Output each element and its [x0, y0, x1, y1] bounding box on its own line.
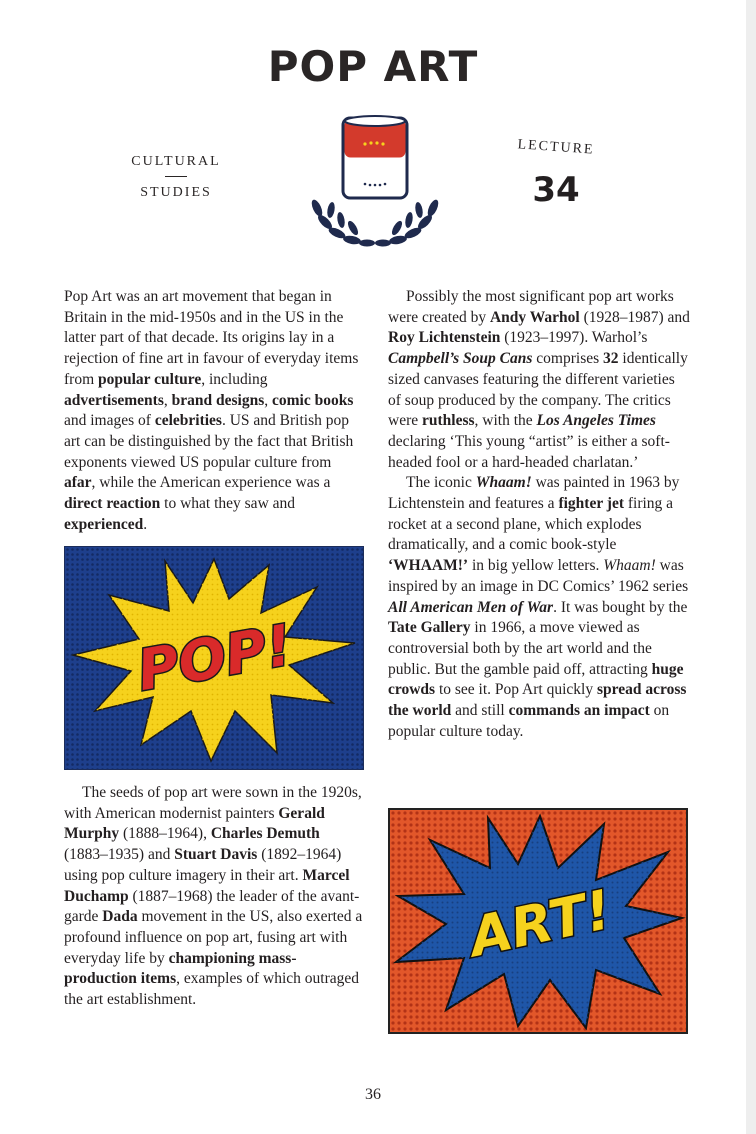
laurel-left	[310, 198, 375, 246]
category-divider	[165, 176, 187, 177]
body-column-right	[388, 287, 690, 742]
pop-word: POP!	[132, 613, 297, 704]
category-bottom: STUDIES	[140, 185, 212, 200]
paragraph-intro: Pop Art was an art movement that began in Britain in the mid-1950s and in the US in the latter part of that decade. Its origins lay in a rejection of fine art in favour of everyday items from popular culture, including advertisements, brand designs, comic books and images of celebrities. US and British pop art can be distinguished by the fact that British exponents viewed US popular culture from afar, while the American experience was a direct reaction to what they saw and experienced.	[64, 288, 359, 533]
lecture-label: LECTURE	[517, 137, 595, 158]
soup-can-icon	[343, 116, 407, 198]
paragraph-origins: The seeds of pop art were sown in the 1920s, with American modernist painters Gerald Murphy (1888–1964), Charles Demuth (1883–1935) and Stuart Davis (1892–1964) using pop culture imagery in their art. Marcel Duchamp (1887–1968) the leader of the avant-garde Dada movement in the US, also exerted a profound influence on pop art, fusing art with everyday life by championing mass-production items, examples of which outraged the art establishment.	[64, 784, 363, 1009]
page-number: 36	[365, 1086, 381, 1103]
paragraph-whaam: The iconic Whaam! was painted in 1963 by Lichtenstein and features a fighter jet firing a rocket at a second plane, which explodes dramatically, and a comic book-style ‘WHAAM!’ in big yellow letters. Whaam! was inspired by an image in DC Comics’ 1962 series All American Men of War. It was bought by the Tate Gallery in 1966, a move viewed as controversial both by the art world and the public. But the gamble paid off, attracting huge crowds to see it. Pop Art quickly spread across the world and still commands an impact on popular culture today.	[388, 474, 689, 740]
page-edge	[746, 0, 756, 1134]
category-label	[120, 154, 232, 201]
body-column-left-bottom	[64, 783, 364, 1011]
lecture-badge	[506, 137, 606, 210]
paragraph-warhol: Possibly the most significant pop art works were created by Andy Warhol (1928–1987) and Roy Lichtenstein (1923–1997). Warhol’s Campbell’s Soup Cans comprises 32 identically sized canvases featuring the different varieties of soup produced by the company. The critics were ruthless, with the Los Angeles Times declaring ‘This young “artist” is either a soft-headed fool or a hard-headed charlatan.’	[388, 288, 690, 471]
page-title: POP ART	[267, 42, 479, 91]
body-column-left-top	[64, 287, 364, 535]
art-illustration	[388, 808, 688, 1034]
soup-can-laurel-emblem	[303, 110, 453, 255]
laurel-right	[375, 198, 440, 246]
pop-illustration	[64, 546, 364, 770]
category-top: CULTURAL	[131, 154, 221, 169]
lecture-number: 34	[532, 170, 580, 210]
art-word: ART!	[464, 877, 617, 970]
